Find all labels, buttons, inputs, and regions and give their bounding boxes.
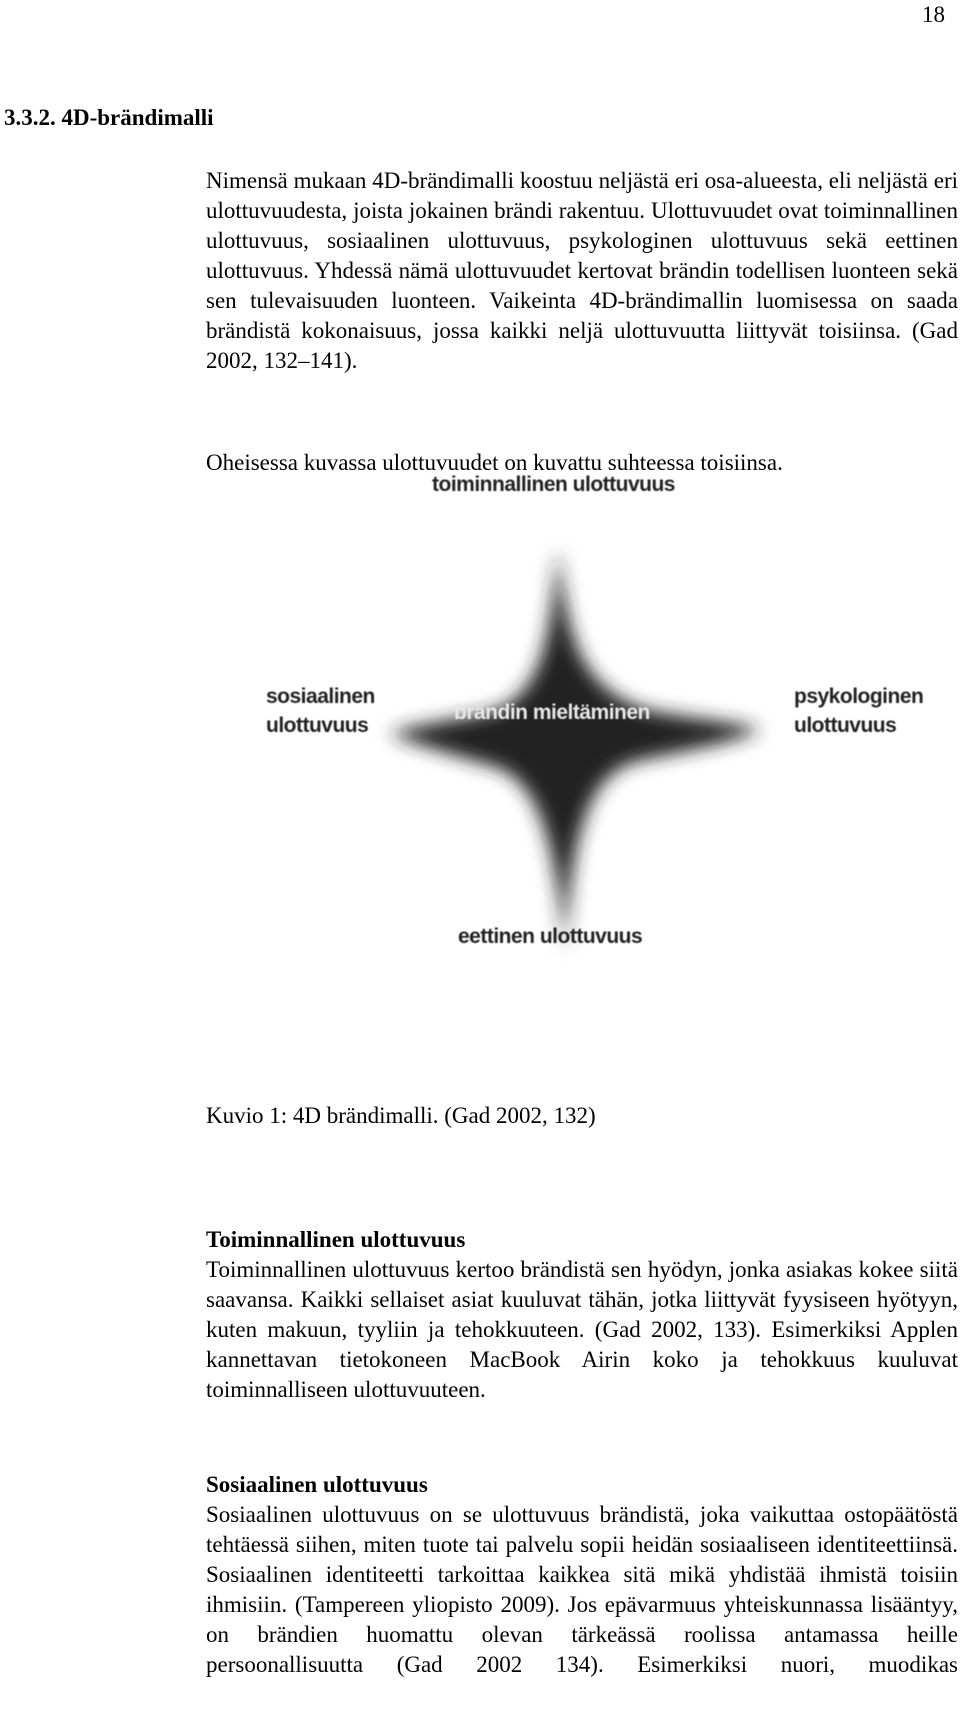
functional-section	[206, 1225, 958, 1405]
star-shape	[390, 550, 760, 950]
intro-paragraph: Nimensä mukaan 4D-brändimalli koostuu neljästä eri osa-alueesta, eli neljästä eri ulottuvuudesta, joista jokainen brändi rakentuu. Ulottuvuudet ovat toiminnallinen ulottuvuus, sosiaalinen ulottuvuus, psykologinen ulottuvuus sekä eettinen ulottuvuus. Yhdessä nämä ulottuvuudet kertovat brändin todellisen luonteen sekä sen tulevaisuuden luonteen. Vaikeinta 4D-brändimallin luomisessa on saada brändistä kokonaisuus, jossa kaikki neljä ulottuvuutta liittyvät toisiinsa. (Gad 2002, 132–141).	[206, 168, 958, 373]
ethical-dimension-label: eettinen ulottuvuus	[458, 925, 643, 948]
figure-caption: Kuvio 1: 4D brändimalli. (Gad 2002, 132)	[206, 1103, 596, 1128]
psychological-dimension-label-line1: psykologinen	[794, 685, 924, 708]
social-dimension-label	[266, 682, 375, 740]
functional-dimension-label: toiminnallinen ulottuvuus	[432, 473, 675, 496]
social-dimension-label-line2: ulottuvuus	[266, 714, 369, 737]
four-point-star-shape	[270, 510, 960, 1050]
psychological-dimension-label	[794, 682, 923, 740]
social-heading: Sosiaalinen ulottuvuus	[206, 1472, 428, 1497]
figure-caption-block	[206, 1101, 958, 1131]
social-paragraph: Sosiaalinen ulottuvuus on se ulottuvuus brändistä, joka vaikuttaa ostopäätöstä tehtäessä siihen, miten tuote tai palvelu sopii heidän sosiaaliseen identiteettiinsä. Sosiaalinen identiteetti tarkoittaa kaikkea sitä mikä yhdistää ihmistä toisiin ihmisiin. (Tampereen yliopisto 2009). Jos epävarmuus yhteiskunnassa lisääntyy, on brändien huomattu olevan tärkeässä roolissa antamassa heille persoonallisuutta (Gad 2002 134). Esimerkiksi nuori, muodikas	[206, 1502, 958, 1677]
functional-heading: Toiminnallinen ulottuvuus	[206, 1227, 466, 1252]
psychological-dimension-label-line2: ulottuvuus	[794, 714, 897, 737]
section-heading: 3.3.2. 4D-brändimalli	[4, 105, 214, 130]
social-dimension-label-line1: sosiaalinen	[266, 685, 375, 708]
functional-paragraph: Toiminnallinen ulottuvuus kertoo brändistä sen hyödyn, jonka asiakas kokee siitä saavansa. Kaikki sellaiset asiat kuuluvat tähän, jotka liittyvät fyysiseen hyötyyn, kuten makuun, tyyliin ja tehokkuuteen. (Gad 2002, 133). Esimerkiksi Applen kannettavan tietokoneen MacBook Airin koko ja tehokkuus kuuluvat toiminnalliseen ulottuvuuteen.	[206, 1257, 958, 1402]
page-number: 18	[922, 2, 945, 27]
intro-block	[206, 166, 958, 376]
social-section	[206, 1470, 958, 1680]
figure-intro-text: Oheisessa kuvassa ulottuvuudet on kuvattu suhteessa toisiinsa.	[206, 450, 783, 475]
brand-perception-label: brändin mieltäminen	[454, 701, 650, 724]
4d-brand-model-figure	[266, 473, 960, 1050]
